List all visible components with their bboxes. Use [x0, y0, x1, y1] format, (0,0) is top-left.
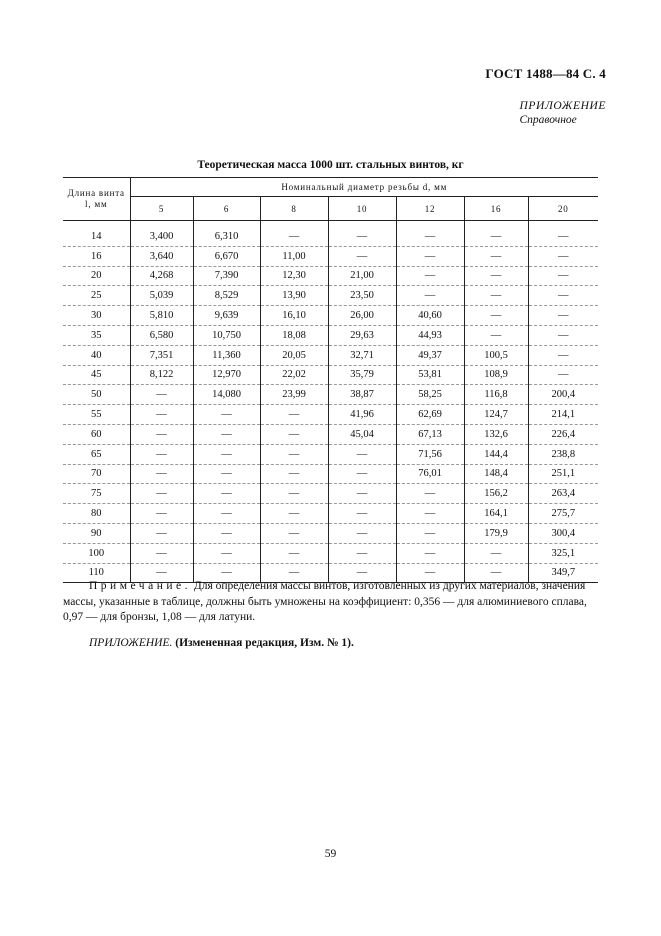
- mass-cell: —: [528, 325, 598, 345]
- mass-cell: 11,00: [260, 246, 328, 266]
- length-cell: 75: [63, 484, 130, 504]
- mass-cell: —: [528, 306, 598, 326]
- mass-cell: 238,8: [528, 444, 598, 464]
- mass-cell: —: [130, 424, 193, 444]
- mass-cell: 13,90: [260, 286, 328, 306]
- mass-cell: 263,4: [528, 484, 598, 504]
- mass-cell: 10,750: [193, 325, 260, 345]
- mass-cell: —: [528, 246, 598, 266]
- appendix-type: Справочное: [519, 114, 577, 126]
- table-row: [63, 286, 598, 306]
- mass-cell: —: [328, 484, 396, 504]
- length-header-line2: l, мм: [85, 199, 108, 209]
- mass-cell: 108,9: [464, 365, 528, 385]
- mass-cell: —: [464, 306, 528, 326]
- mass-cell: 26,00: [328, 306, 396, 326]
- length-cell: 100: [63, 543, 130, 563]
- mass-cell: 144,4: [464, 444, 528, 464]
- length-cell: 16: [63, 246, 130, 266]
- mass-cell: —: [528, 345, 598, 365]
- mass-cell: —: [396, 484, 464, 504]
- mass-cell: 5,039: [130, 286, 193, 306]
- mass-cell: —: [528, 365, 598, 385]
- length-cell: 110: [63, 563, 130, 583]
- mass-cell: —: [260, 563, 328, 583]
- table-row: [63, 464, 598, 484]
- table-row: [63, 405, 598, 425]
- mass-cell: 7,390: [193, 266, 260, 286]
- length-cell: 50: [63, 385, 130, 405]
- length-header-line1: Длина винта: [67, 188, 125, 198]
- table-row: [63, 484, 598, 504]
- mass-cell: 41,96: [328, 405, 396, 425]
- length-cell: 60: [63, 424, 130, 444]
- diameter-header-6: 6: [193, 197, 260, 221]
- table-row: [63, 266, 598, 286]
- mass-cell: —: [260, 484, 328, 504]
- mass-cell: 132,6: [464, 424, 528, 444]
- mass-cell: —: [193, 523, 260, 543]
- mass-cell: —: [130, 484, 193, 504]
- mass-cell: —: [464, 286, 528, 306]
- mass-cell: —: [328, 464, 396, 484]
- mass-cell: —: [396, 543, 464, 563]
- mass-table: [63, 177, 598, 583]
- length-cell: 70: [63, 464, 130, 484]
- page-number: 59: [324, 848, 337, 860]
- note-lead: Примечание.: [89, 580, 191, 592]
- mass-cell: —: [130, 385, 193, 405]
- mass-cell: 349,7: [528, 563, 598, 583]
- mass-cell: 200,4: [528, 385, 598, 405]
- mass-cell: —: [464, 543, 528, 563]
- mass-cell: 325,1: [528, 543, 598, 563]
- mass-cell: —: [260, 444, 328, 464]
- diameter-header-10: 10: [328, 197, 396, 221]
- mass-cell: —: [130, 543, 193, 563]
- mass-cell: 62,69: [396, 405, 464, 425]
- mass-cell: 14,080: [193, 385, 260, 405]
- mass-cell: —: [260, 464, 328, 484]
- mass-cell: 23,99: [260, 385, 328, 405]
- mass-cell: 23,50: [328, 286, 396, 306]
- mass-cell: —: [260, 543, 328, 563]
- mass-cell: 100,5: [464, 345, 528, 365]
- diameter-group-header: Номинальный диаметр резьбы d, мм: [130, 178, 598, 197]
- mass-cell: —: [130, 504, 193, 524]
- diameter-header-8: 8: [260, 197, 328, 221]
- table-row: [63, 227, 598, 246]
- mass-cell: —: [260, 523, 328, 543]
- length-cell: 35: [63, 325, 130, 345]
- diameter-header-20: 20: [528, 197, 598, 221]
- mass-cell: —: [193, 405, 260, 425]
- mass-cell: 45,04: [328, 424, 396, 444]
- mass-cell: 6,670: [193, 246, 260, 266]
- table-note: [63, 579, 599, 626]
- mass-cell: —: [396, 504, 464, 524]
- mass-cell: 6,580: [130, 325, 193, 345]
- mass-cell: 8,122: [130, 365, 193, 385]
- table-row: [63, 543, 598, 563]
- length-cell: 90: [63, 523, 130, 543]
- mass-cell: 164,1: [464, 504, 528, 524]
- mass-cell: —: [328, 563, 396, 583]
- document-code: ГОСТ 1488—84 С. 4: [485, 66, 606, 81]
- mass-cell: —: [130, 563, 193, 583]
- length-cell: 20: [63, 266, 130, 286]
- length-cell: 45: [63, 365, 130, 385]
- mass-cell: 5,810: [130, 306, 193, 326]
- table-row: [63, 385, 598, 405]
- mass-cell: 71,56: [396, 444, 464, 464]
- mass-cell: —: [396, 266, 464, 286]
- length-cell: 65: [63, 444, 130, 464]
- mass-cell: 21,00: [328, 266, 396, 286]
- mass-cell: —: [328, 246, 396, 266]
- table-title: Теоретическая масса 1000 шт. стальных винтов, кг: [197, 159, 464, 171]
- mass-cell: —: [464, 325, 528, 345]
- mass-cell: —: [464, 227, 528, 246]
- length-cell: 55: [63, 405, 130, 425]
- mass-cell: —: [396, 563, 464, 583]
- appendix-revision-label: ПРИЛОЖЕНИЕ.: [89, 637, 173, 649]
- table-row: [63, 246, 598, 266]
- mass-cell: 32,71: [328, 345, 396, 365]
- mass-cell: 49,37: [396, 345, 464, 365]
- mass-cell: 76,01: [396, 464, 464, 484]
- mass-cell: —: [193, 444, 260, 464]
- mass-cell: —: [130, 523, 193, 543]
- mass-cell: 300,4: [528, 523, 598, 543]
- appendix-revision-note: [89, 637, 354, 649]
- mass-cell: —: [260, 227, 328, 246]
- mass-cell: 116,8: [464, 385, 528, 405]
- mass-cell: 9,639: [193, 306, 260, 326]
- mass-cell: 226,4: [528, 424, 598, 444]
- mass-cell: 38,87: [328, 385, 396, 405]
- mass-cell: —: [464, 563, 528, 583]
- length-column-header: [63, 178, 130, 221]
- mass-cell: —: [396, 286, 464, 306]
- diameter-header-12: 12: [396, 197, 464, 221]
- mass-cell: 3,400: [130, 227, 193, 246]
- mass-cell: —: [260, 405, 328, 425]
- note-text-line2: массы, указанные в таблице, должны быть умножены на коэффициент: 0,356 — для алюминиевого сплава, 0,97 — для бронзы, 1,08 — для латуни.: [63, 595, 587, 623]
- mass-cell: 12,970: [193, 365, 260, 385]
- mass-cell: 156,2: [464, 484, 528, 504]
- mass-cell: —: [130, 405, 193, 425]
- mass-cell: 44,93: [396, 325, 464, 345]
- mass-cell: —: [528, 266, 598, 286]
- mass-cell: 67,13: [396, 424, 464, 444]
- mass-cell: 29,63: [328, 325, 396, 345]
- mass-cell: —: [328, 523, 396, 543]
- length-cell: 40: [63, 345, 130, 365]
- table-row: [63, 325, 598, 345]
- length-cell: 30: [63, 306, 130, 326]
- mass-cell: —: [396, 246, 464, 266]
- mass-cell: —: [464, 246, 528, 266]
- mass-cell: —: [193, 464, 260, 484]
- table-row: [63, 444, 598, 464]
- mass-cell: 35,79: [328, 365, 396, 385]
- mass-cell: 214,1: [528, 405, 598, 425]
- mass-cell: —: [396, 523, 464, 543]
- mass-cell: —: [260, 424, 328, 444]
- table-row: [63, 365, 598, 385]
- mass-cell: 4,268: [130, 266, 193, 286]
- mass-cell: —: [193, 563, 260, 583]
- mass-cell: 179,9: [464, 523, 528, 543]
- mass-cell: —: [328, 227, 396, 246]
- mass-cell: —: [193, 484, 260, 504]
- mass-cell: —: [130, 444, 193, 464]
- mass-cell: 124,7: [464, 405, 528, 425]
- mass-cell: 20,05: [260, 345, 328, 365]
- mass-cell: —: [464, 266, 528, 286]
- mass-cell: 53,81: [396, 365, 464, 385]
- mass-cell: 148,4: [464, 464, 528, 484]
- mass-cell: —: [528, 286, 598, 306]
- diameter-header-16: 16: [464, 197, 528, 221]
- mass-cell: —: [528, 227, 598, 246]
- mass-cell: 3,640: [130, 246, 193, 266]
- mass-cell: 40,60: [396, 306, 464, 326]
- mass-cell: —: [130, 464, 193, 484]
- appendix-label: ПРИЛОЖЕНИЕ: [519, 100, 606, 112]
- mass-cell: 58,25: [396, 385, 464, 405]
- mass-cell: 275,7: [528, 504, 598, 524]
- mass-cell: 7,351: [130, 345, 193, 365]
- mass-cell: 251,1: [528, 464, 598, 484]
- mass-cell: 12,30: [260, 266, 328, 286]
- mass-cell: —: [193, 543, 260, 563]
- mass-cell: —: [193, 504, 260, 524]
- diameter-header-5: 5: [130, 197, 193, 221]
- length-cell: 80: [63, 504, 130, 524]
- table-row: [63, 523, 598, 543]
- appendix-revision-text: (Измененная редакция, Изм. № 1).: [172, 637, 354, 649]
- table-row: [63, 504, 598, 524]
- mass-cell: —: [193, 424, 260, 444]
- mass-cell: —: [260, 504, 328, 524]
- mass-cell: —: [328, 543, 396, 563]
- mass-cell: —: [328, 444, 396, 464]
- mass-cell: 6,310: [193, 227, 260, 246]
- table-row: [63, 306, 598, 326]
- length-cell: 14: [63, 227, 130, 246]
- appendix-block: [520, 99, 606, 127]
- note-text-line1: Для определения массы винтов, изготовленных из других материалов, значения: [190, 580, 586, 592]
- mass-cell: 22,02: [260, 365, 328, 385]
- mass-cell: 18,08: [260, 325, 328, 345]
- mass-cell: 11,360: [193, 345, 260, 365]
- mass-cell: 16,10: [260, 306, 328, 326]
- table-body: [63, 221, 598, 583]
- mass-cell: 8,529: [193, 286, 260, 306]
- table-row: [63, 424, 598, 444]
- diameter-header-row: [63, 197, 598, 221]
- table-row: [63, 345, 598, 365]
- length-cell: 25: [63, 286, 130, 306]
- mass-cell: —: [328, 504, 396, 524]
- mass-cell: —: [396, 227, 464, 246]
